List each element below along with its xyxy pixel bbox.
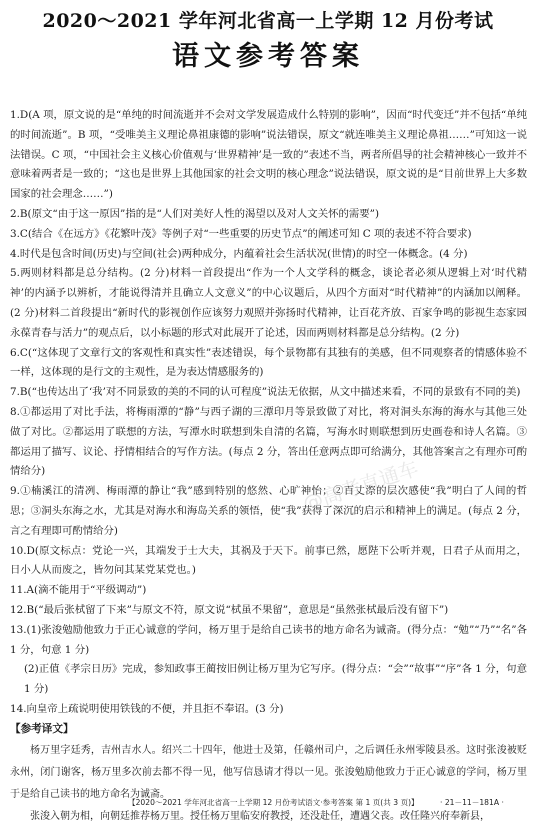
exam-title: 2020～2021 学年河北省高一上学期 12 月份考试 (42, 10, 494, 32)
answer-item-12: 12.B(“最后张栻留了下来”与原文不符，原文说“栻虽不果留”，意思是“虽然张栻最后没有留下”) (10, 603, 449, 616)
answer-item-14: 14.向皇帝上疏说明使用铁钱的不便，并且拒不奉诏。(3 分) (10, 702, 284, 715)
answer-item-11: 11.A(滴不能用于“平级调动”) (10, 584, 147, 597)
footer-code: · 21－11－181A · (440, 798, 504, 807)
answer-content (10, 106, 527, 828)
answer-item-5: 5.两则材料都是总分结构。(2 分)材料一首段提出“作为一个人文学科的概念，谈论者必须从逻辑上对‘时代精神’的内涵予以辨析，才能说得清并且确立人文意义”的中心议题后，从四个方面对“时代精神”的内涵加以阐释。(2 分)材料二首段提出“新时代的影视创作应该努力观照并弥扬时代精神，让百花齐放、百家争鸣的影视生态家园永葆青春与活力”的观点后，以小标题的形式对此展开了论述，因而两则材料都是总分结构。(2 分) (10, 267, 527, 339)
translation-paragraph: 张浚入朝为相，向朝廷推荐杨万里。授任杨万里临安府教授，还没赴任，遭遇父丧。改任隆兴府奉新县， (30, 810, 490, 822)
answer-item-3: 3.C(结合《在远方》《花繁叶茂》等例子对“一些重要的历史节点”的阐述可知 C 项的表述不符合要求) (10, 227, 472, 240)
answer-title: 语文参考答案 (172, 41, 364, 72)
answer-item-2: 2.B(原文“由于这一原因”指的是“人们对美好人性的渴望以及对人文关怀的需要”) (10, 207, 380, 220)
answer-item-13-1: 13.(1)张浚勉励他致力于正心诚意的学问，杨万里于是给自己读书的地方命名为诚斋。(得分点：“勉”“乃”“名”各 1 分，句意 1 分) (10, 623, 527, 656)
answer-item-7: 7.B(“也传达出了‘我’对不同景致的美的不同的认可程度”说法无依据，从文中描述来看，不同的景致有不同的美) (10, 386, 521, 399)
answer-item-8: 8.①都运用了对比手法，将梅雨潭的“静”与西子湖的三潭印月等景致做了对比，将对洞头东海的海水与其他三处做了对比。②都运用了联想的方法，写潭水时联想到朱自清的名篇，写海水时则联想到历史画卷和诗人名篇。③都运用了描写、议论、抒情相结合的写作方法。(每点 2 分，答出任意两点即可给满分，其他答案言之有理亦可酌情给分) (10, 405, 527, 478)
answer-item-10: 10.D(原文标点：党论一兴，其端发于士大夫，其祸及于天下。前事已然，愿陛下公听并观，日君子从而用之，日小人从而废之，皆勿问其某党某党也。) (10, 544, 527, 577)
answer-item-4: 4.时代是包含时间(历史)与空间(社会)两种成分，内蕴着社会生活状况(世情)的时空一体概念。(4 分) (10, 247, 468, 260)
reference-translation-title: 【参考译文】 (10, 722, 74, 735)
answer-item-9: 9.①楠溪江的清冽、梅雨潭的静让“我”感到特别的悠然、心旷神怡；②百丈漈的层次感使“我”明白了人间的哲思；③洞头东海之水，尤其是对海水和海岛关系的领悟，使“我”获得了深沉的启示和精神上的满足。(每点 2 分，言之有理即可酌情给分) (10, 485, 527, 537)
watermark: @高考直通车 (299, 455, 422, 516)
answer-item-1: 1.D(A 项，原文说的是“单纯的时间流逝并不会对文学发展造成什么特别的影响”，因而“时代变迁”并不包括“单纯的时间流逝”。B 项，“受唯美主义理论鼻祖康德的影响”说法错误，原文“就连唯美主义理论鼻祖……”可知这一说法错误。C 项，“中国社会主义核心价值观与‘世界精神’是一致的”表述不当，两者所倡导的社会精神核心一致并不意味着两者是一致的；“这也是世界上其他国家的社会文明的核心理念”说法错误，原文说的是“目前世界上大多数国家的社会理念……”) (10, 109, 527, 201)
answer-item-13-2: (2)正值《孝宗日历》完成，参知政事王蔺按旧例让杨万里为它写序。(得分点：“会”“故事”“序”各 1 分，句意 1 分) (24, 663, 527, 696)
answer-item-6: 6.C(“这体现了文章行文的客观性和真实性”表述错误，每个景物都有其独有的美感，但不同观察者的情感体验不一样，这体现的是行文的主观性，是为表达情感服务的) (10, 346, 527, 379)
footer-page-info: 【2020～2021 学年河北省高一上学期 12 月份考试语文·参考答案 第 1 页(共 3 页)】 (128, 798, 419, 807)
translation-paragraph: 杨万里字廷秀，吉州吉水人。绍兴二十四年，他进士及第，任赣州司户，之后调任永州零陵县丞。这时张浚被贬永州，闭门谢客，杨万里多次前去都不得一见，他写信恳请才得以一见。张浚勉励他致力于正心诚意的学问，杨万里于是给自己读书的地方命名为诚斋。 (10, 744, 527, 800)
